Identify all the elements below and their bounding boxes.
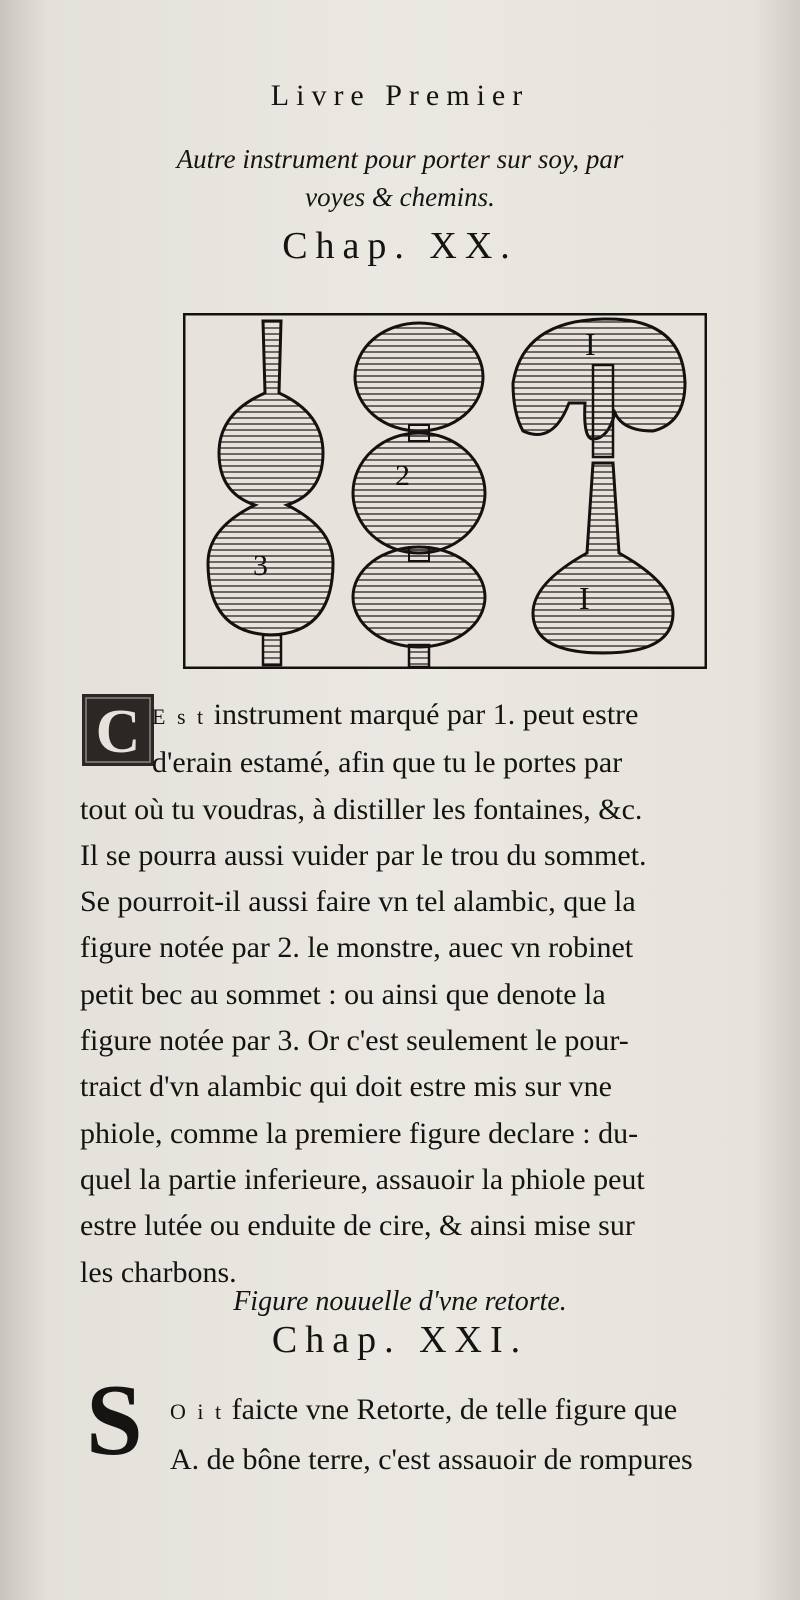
svg-text:C: C: [95, 698, 141, 766]
chapter-subtitle: [120, 140, 680, 216]
paragraph-line: petit bec au sommet : ou ainsi que denote la: [80, 977, 606, 1011]
chapter-heading-21: Chap. XXI.: [271, 1319, 529, 1361]
chapter-21-paragraph: [80, 1386, 780, 1484]
paragraph-line: figure notée par 3. Or c'est seulement le pour-: [80, 1024, 629, 1058]
paragraph-line: estre lutée ou enduite de cire, & ainsi mise sur: [80, 1209, 635, 1243]
woodcut-figure-alembics: [183, 313, 707, 669]
paragraph-line: d'erain estamé, afin que tu le portes par: [152, 746, 623, 780]
initial-letter-s: S: [86, 1364, 143, 1477]
chapter-heading-20: Chap. XX.: [282, 225, 518, 267]
paragraph-line: tout où tu voudras, à distiller les fontaines, &c.: [80, 792, 643, 826]
paragraph-line: figure notée par 2. le monstre, auec vn robinet: [80, 931, 634, 965]
running-head: Livre Premier: [270, 79, 530, 112]
figure-label-1-head: I: [585, 326, 596, 362]
subtitle-line-1: Autre instrument pour porter sur soy, par: [176, 144, 624, 174]
paragraph-line: A. de bône terre, c'est assauoir de rompures: [170, 1443, 693, 1476]
paragraph-line: quel la partie inferieure, assauoir la phiole peut: [80, 1162, 645, 1196]
vessel-2-icon: [353, 323, 485, 667]
figure-label-1-phial: I: [579, 580, 590, 616]
subtitle-line-2: voyes & chemins.: [305, 182, 495, 212]
first-word-smallcaps: O i t: [170, 1399, 225, 1424]
figure-label-3: 3: [253, 549, 268, 582]
paragraph-line: phiole, comme la premiere figure declare : du-: [80, 1116, 639, 1150]
figure-label-2: 2: [395, 459, 410, 492]
chapter-20-paragraph: [80, 692, 780, 1296]
paragraph-line: Se pourroit-il aussi faire vn tel alambic, que la: [80, 885, 636, 919]
paragraph-line: les charbons.: [80, 1255, 237, 1289]
paragraph-line: E s t instrument marqué par 1. peut estre: [152, 698, 639, 731]
figure-title-retorte: Figure nouuelle d'vne retorte.: [233, 1286, 567, 1317]
first-word-smallcaps: E s t: [152, 704, 207, 729]
paragraph-line: traict d'vn alambic qui doit estre mis sur vne: [80, 1070, 612, 1104]
paragraph-line: Il se pourra aussi vuider par le trou du sommet.: [80, 838, 647, 872]
paragraph-line: O i t faicte vne Retorte, de telle figure que: [170, 1393, 678, 1426]
